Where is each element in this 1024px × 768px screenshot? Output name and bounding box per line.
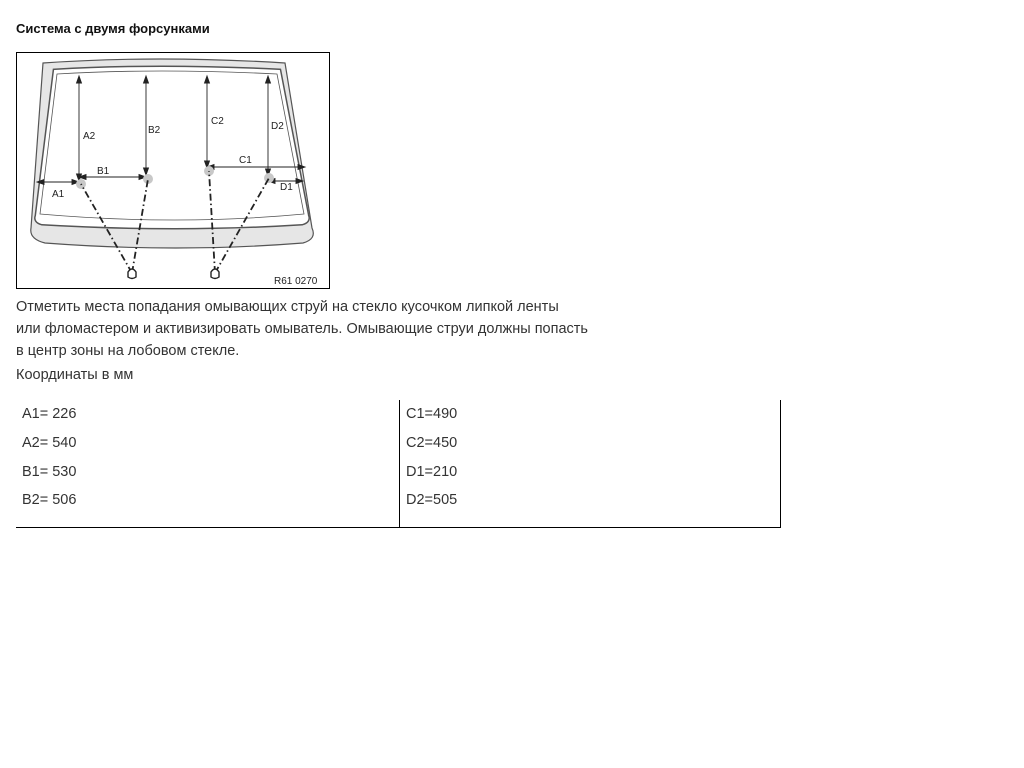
instruction-paragraph bbox=[16, 296, 588, 362]
nozzle-left bbox=[128, 269, 136, 279]
windshield-diagram-svg bbox=[17, 53, 329, 288]
instruction-line: Отметить места попадания омывающих струй на стекло кусочком липкой ленты bbox=[16, 299, 559, 315]
instruction-line: в центр зоны на лобовом стекле. bbox=[16, 343, 240, 359]
coord-d2: D2=505 bbox=[406, 492, 458, 508]
coord-d1: D1=210 bbox=[406, 464, 458, 480]
coord-b2: B2= 506 bbox=[22, 492, 77, 508]
instruction-line: или фломастером и активизировать омыватель. Омывающие струи должны попасть bbox=[16, 321, 588, 337]
label-b2: B2 bbox=[148, 125, 161, 136]
windshield-diagram bbox=[16, 52, 330, 289]
nozzle-right bbox=[211, 269, 219, 279]
label-a1: A1 bbox=[52, 189, 65, 200]
label-d1: D1 bbox=[280, 182, 293, 193]
label-a2: A2 bbox=[83, 131, 96, 142]
coord-b1: B1= 530 bbox=[22, 464, 77, 480]
coordinates-column-left bbox=[16, 400, 400, 527]
coordinates-heading: Координаты в мм bbox=[16, 367, 134, 383]
page-title: Система с двумя форсунками bbox=[16, 21, 210, 36]
coord-c2: C2=450 bbox=[406, 435, 458, 451]
coordinates-column-right bbox=[400, 400, 781, 527]
label-c1: C1 bbox=[239, 155, 252, 166]
label-d2: D2 bbox=[271, 121, 284, 132]
coord-a1: A1= 226 bbox=[22, 406, 77, 422]
label-b1: B1 bbox=[97, 166, 110, 177]
label-c2: C2 bbox=[211, 116, 224, 127]
figure-ref-code: R61 0270 bbox=[274, 276, 318, 287]
coordinates-table bbox=[16, 400, 781, 528]
coord-c1: C1=490 bbox=[406, 406, 458, 422]
coord-a2: A2= 540 bbox=[22, 435, 77, 451]
